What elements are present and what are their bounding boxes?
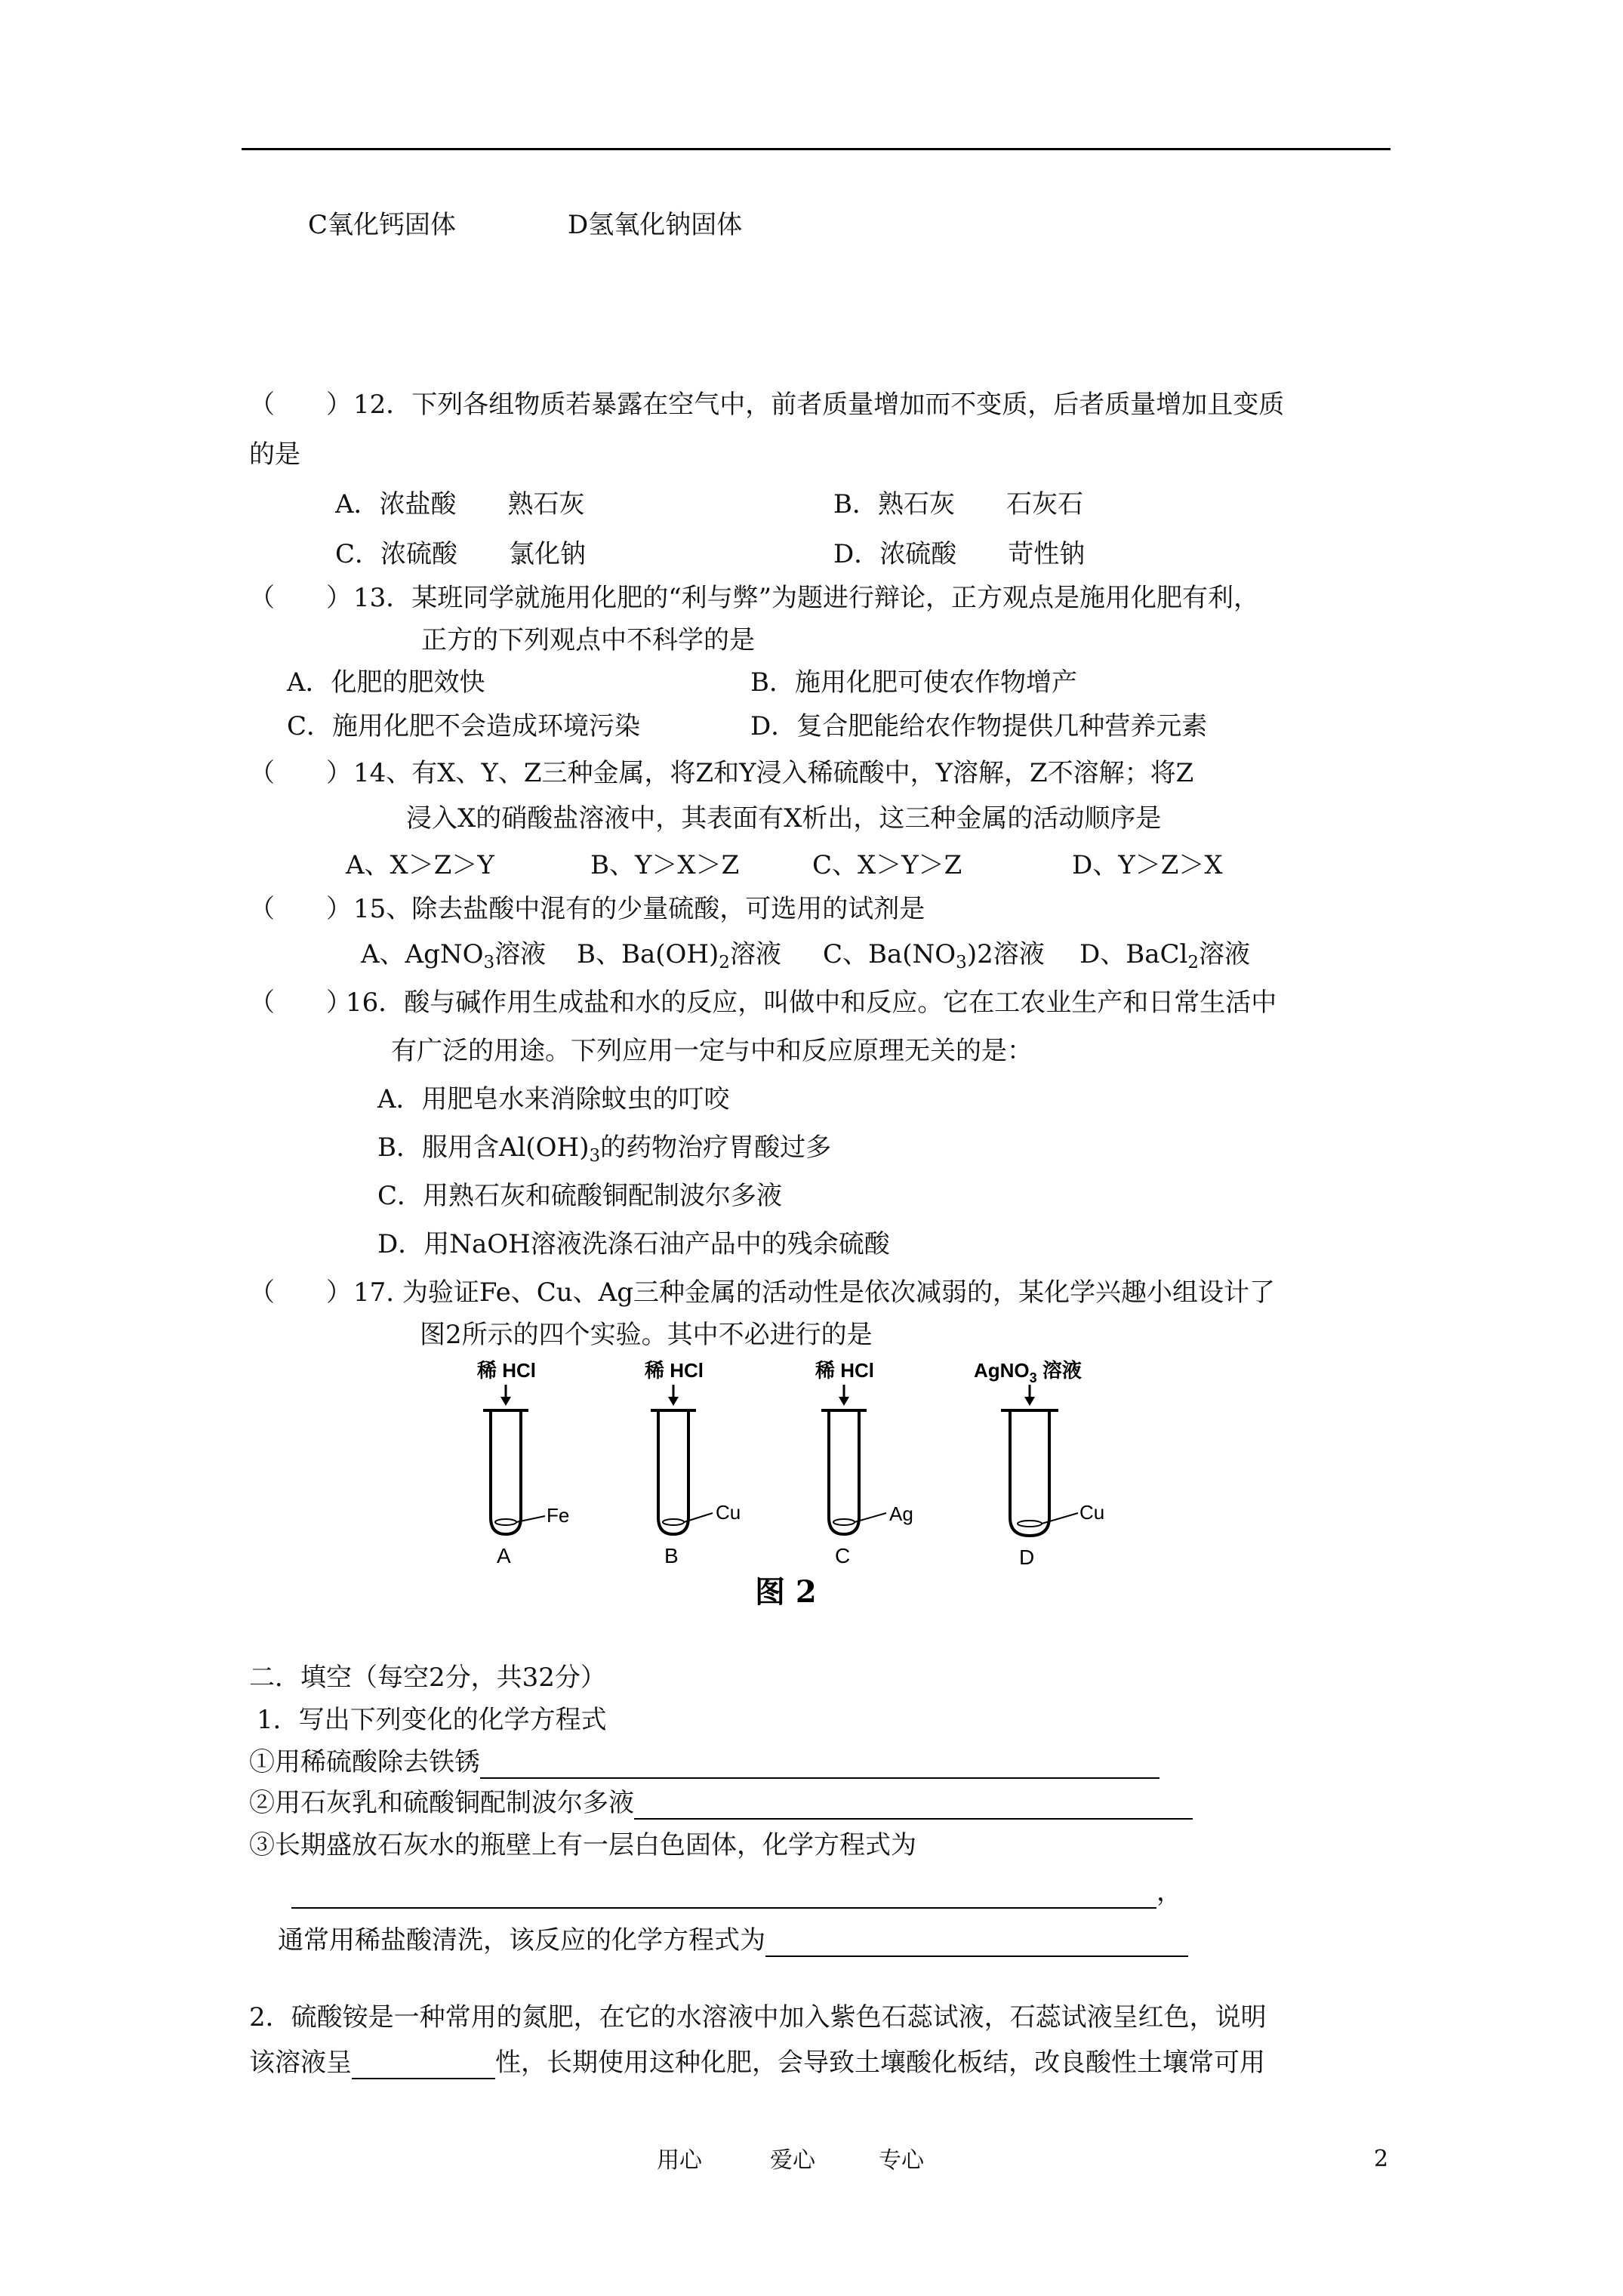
page-number: 2: [1374, 2146, 1389, 2172]
tube-b-reagent: 稀 HCl: [645, 1359, 704, 1382]
footer-motto-1: 用心: [657, 2147, 702, 2174]
q13-stem: 13．某班同学就施用化肥的“利与弊”为题进行辩论，正方观点是施用化肥有利，: [353, 583, 1260, 613]
q11-option-c: C氧化钙固体: [308, 210, 457, 240]
q12-option-c: C．浓硫酸 氯化钠: [335, 539, 587, 569]
q16-option-d: D．用NaOH溶液洗涤石油产品中的残余硫酸: [377, 1229, 890, 1259]
tube-b: [644, 1359, 741, 1567]
tube-d-glass: [1001, 1410, 1058, 1536]
q11-option-d: D氢氧化钠固体: [568, 210, 743, 240]
tube-d: [974, 1359, 1104, 1569]
tube-b-metal-piece: [663, 1519, 684, 1525]
q14-stem-cont: 浸入X的硝酸盐溶液中，其表面有X析出，这三种金属的活动顺序是: [406, 803, 1162, 834]
tube-d-letter: D: [1019, 1546, 1035, 1569]
answer-blank[interactable]: [765, 1930, 1188, 1957]
q13-option-a: A．化肥的肥效快: [287, 667, 485, 698]
q13-option-d: D．复合肥能给农作物提供几种营养元素: [750, 711, 1208, 741]
q17-stem: 17. 为验证Fe、Cu、Ag三种金属的活动性是依次减弱的，某化学兴趣小组设计了: [353, 1277, 1275, 1308]
answer-blank[interactable]: [352, 2052, 495, 2079]
footer-motto-3: 专心: [879, 2147, 924, 2174]
p1-item-1: ①用稀硫酸除去铁锈: [249, 1746, 1160, 1779]
tube-a-glass: [483, 1410, 528, 1534]
q12-option-b: B．熟石灰 石灰石: [833, 489, 1083, 519]
q13-stem-cont: 正方的下列观点中不科学的是: [421, 625, 755, 655]
tube-c-letter: C: [835, 1544, 851, 1567]
tube-c: [815, 1359, 913, 1567]
q14-option-d: D、Y＞Z＞X: [1072, 850, 1223, 880]
q16-stem-cont: 有广泛的用途。下列应用一定与中和反应原理无关的是：: [391, 1036, 1033, 1066]
q16-answer-paren: （ ）: [249, 988, 352, 1018]
q13-option-b: B．施用化肥可使农作物增产: [750, 667, 1077, 698]
tube-b-letter: B: [664, 1544, 679, 1567]
tube-b-metal: Cu: [716, 1501, 741, 1524]
tube-d-metal-piece: [1018, 1521, 1042, 1527]
q15-option-c: C、$Ba(NO_3)2$溶液: [823, 939, 1045, 972]
p1-item-3: ③长期盛放石灰水的瓶壁上有一层白色固体，化学方程式为: [249, 1830, 916, 1860]
p2-line-1: 2．硫酸铵是一种常用的氮肥，在它的水溶液中加入紫色石蕊试液，石蕊试液呈红色，说明: [249, 2002, 1267, 2032]
q14-option-b: B、Y＞X＞Z: [590, 850, 740, 880]
tube-c-arrowhead: [839, 1397, 849, 1406]
footer-motto-2: 爱心: [770, 2147, 815, 2174]
tube-c-reagent: 稀 HCl: [815, 1359, 875, 1382]
tube-d-arrowhead: [1024, 1397, 1035, 1406]
tube-c-glass: [821, 1410, 867, 1534]
q13-answer-paren: （ ）: [249, 583, 352, 613]
tube-a-arrowhead: [500, 1397, 511, 1406]
q16-stem: 16．酸与碱作用生成盐和水的反应，叫做中和反应。它在工农业生产和日常生活中: [346, 988, 1277, 1018]
tube-b-arrowhead: [668, 1397, 679, 1406]
q15-option-b: B、$Ba(OH)_2$溶液: [577, 939, 781, 972]
tube-a-letter: A: [497, 1544, 511, 1567]
figure-caption: 图 2: [755, 1574, 817, 1608]
answer-blank[interactable]: [634, 1792, 1193, 1820]
tube-b-glass: [651, 1410, 696, 1534]
section-2-heading: 二．填空（每空2分，共32分）: [249, 1663, 606, 1693]
q16-option-c: C．用熟石灰和硫酸铜配制波尔多液: [377, 1181, 783, 1211]
q13-option-c: C．施用化肥不会造成环境污染: [287, 711, 641, 741]
p1-title: 1．写出下列变化的化学方程式: [257, 1705, 607, 1735]
figure-2-test-tubes: [423, 1351, 1185, 1608]
tube-c-metal-piece: [833, 1519, 855, 1525]
tube-a-metal: Fe: [547, 1504, 570, 1527]
q14-option-a: A、X＞Z＞Y: [346, 850, 494, 880]
q15-option-a: A、AgNO$_3$溶液: [361, 939, 547, 972]
tube-d-metal: Cu: [1079, 1501, 1105, 1524]
p1-item-2: ②用石灰乳和硫酸铜配制波尔多液: [249, 1786, 1193, 1820]
p1-item-3-line: ，: [291, 1875, 1182, 1909]
q15-answer-paren: （ ）: [249, 894, 352, 924]
tube-a-metal-piece: [495, 1519, 516, 1525]
q14-stem: 14、有X、Y、Z三种金属，将Z和Y浸入稀硫酸中，Y溶解，Z不溶解；将Z: [353, 758, 1194, 788]
answer-blank[interactable]: [480, 1752, 1160, 1779]
answer-blank[interactable]: [291, 1881, 1156, 1909]
q16-option-a: A．用肥皂水来消除蚊虫的叮咬: [377, 1084, 730, 1114]
q16-option-b: B．服用含$Al(OH)_3$的药物治疗胃酸过多: [377, 1133, 832, 1166]
q15-option-d: D、BaCl$_2$溶液: [1079, 939, 1251, 972]
p2-line-2: 该溶液呈 性，长期使用这种化肥，会导致土壤酸化板结，改良酸性土壤常可用: [249, 2048, 1265, 2078]
tube-d-pointer: [1042, 1513, 1078, 1524]
q12-stem: 12．下列各组物质若暴露在空气中，前者质量增加而不变质，后者质量增加且变质: [353, 390, 1285, 420]
q12-option-d: D．浓硫酸 苛性钠: [833, 539, 1086, 569]
header-rule: [242, 148, 1390, 150]
q12-stem-cont: 的是: [249, 439, 300, 470]
tube-a: [476, 1359, 569, 1567]
tube-d-reagent: AgNO$_3$ 溶液: [974, 1359, 1082, 1385]
q17-answer-paren: （ ）: [249, 1277, 352, 1308]
q14-option-c: C、X＞Y＞Z: [812, 850, 962, 880]
q12-option-a: A．浓盐酸 熟石灰: [335, 489, 585, 519]
q12-answer-paren: （ ）: [249, 390, 352, 420]
q14-answer-paren: （ ）: [249, 758, 352, 788]
tube-a-reagent: 稀 HCl: [477, 1359, 537, 1382]
q17-stem-cont: 图2所示的四个实验。其中不必进行的是: [420, 1320, 873, 1350]
q15-stem: 15、除去盐酸中混有的少量硫酸，可选用的试剂是: [353, 894, 925, 924]
tube-c-metal: Ag: [889, 1502, 913, 1525]
p1-item-4: 通常用稀盐酸清洗，该反应的化学方程式为: [278, 1924, 1188, 1957]
